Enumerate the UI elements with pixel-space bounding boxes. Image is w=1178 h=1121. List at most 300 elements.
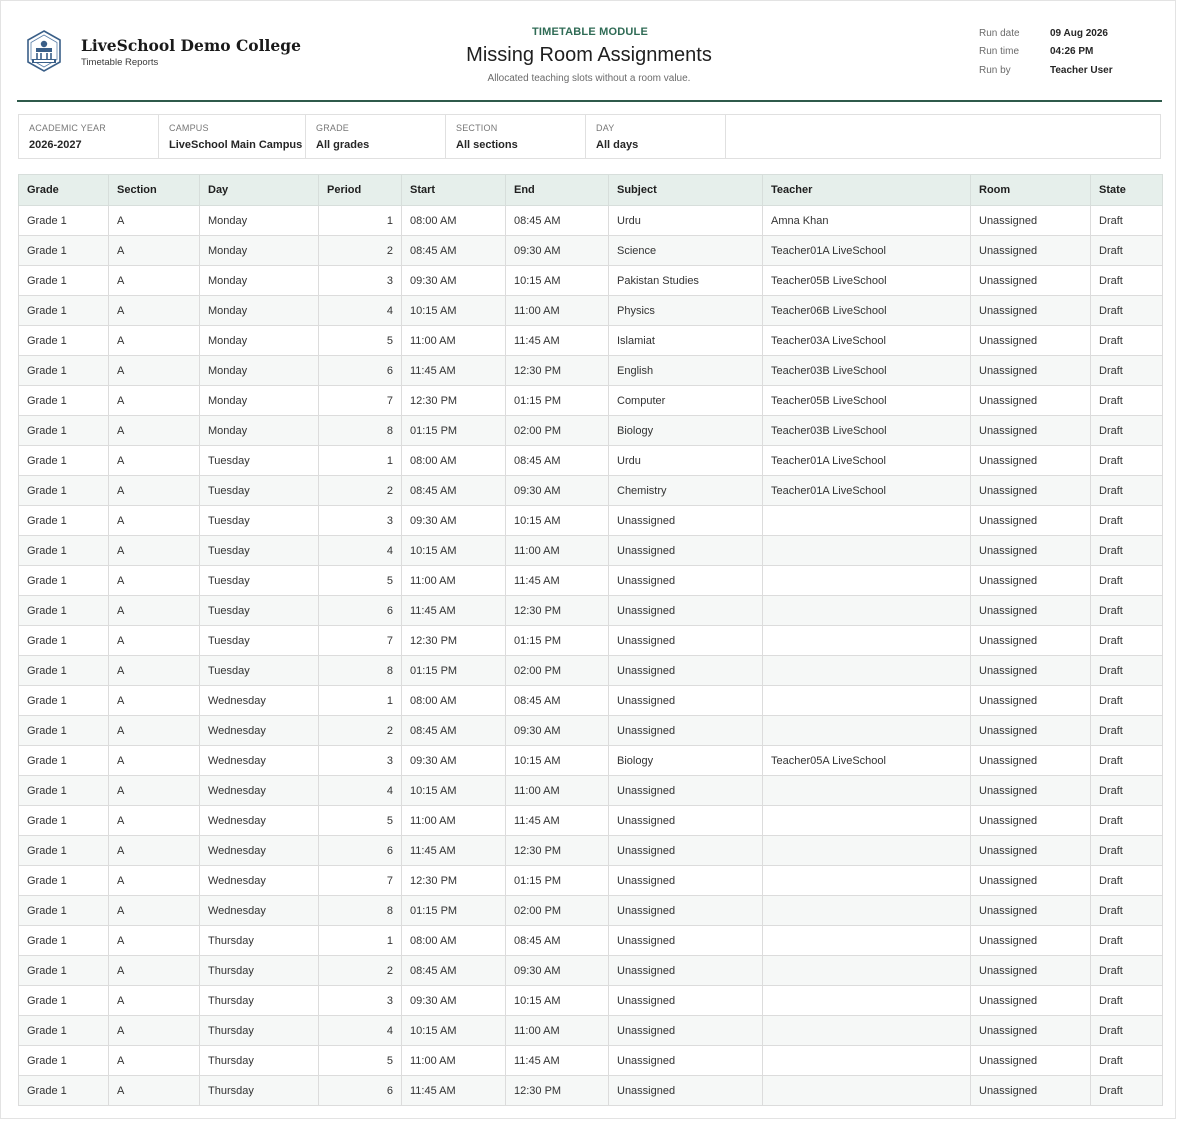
report-title: Missing Room Assignments [466,44,712,66]
end-cell: 02:00 PM [506,416,609,446]
table-row [19,986,1163,1016]
run-by-label: Run by [979,65,1011,76]
subject-cell: Islamiat [609,326,763,356]
start-cell: 10:15 AM [402,1016,506,1046]
teacher-cell [763,686,971,716]
start-cell: 11:45 AM [402,836,506,866]
start-cell: 10:15 AM [402,536,506,566]
end-cell: 08:45 AM [506,446,609,476]
grade-cell: Grade 1 [19,566,109,596]
section-cell: A [109,206,200,236]
period-cell: 5 [319,566,402,596]
subject-cell: Urdu [609,446,763,476]
table-row [19,386,1163,416]
state-cell: Draft [1091,326,1163,356]
grade-cell: Grade 1 [19,926,109,956]
room-cell: Unassigned [971,686,1091,716]
grade-cell: Grade 1 [19,746,109,776]
period-cell: 5 [319,806,402,836]
table-row [19,1016,1163,1046]
room-cell: Unassigned [971,506,1091,536]
table-body [19,206,1163,1106]
room-cell: Unassigned [971,776,1091,806]
table-row [19,296,1163,326]
teacher-cell [763,866,971,896]
grade-cell: Grade 1 [19,1016,109,1046]
end-cell: 11:45 AM [506,326,609,356]
period-cell: 3 [319,746,402,776]
teacher-cell: Teacher01A LiveSchool [763,476,971,506]
room-cell: Unassigned [971,806,1091,836]
state-cell: Draft [1091,806,1163,836]
section-cell: A [109,686,200,716]
table-row [19,746,1163,776]
day-cell: Tuesday [200,596,319,626]
room-cell: Unassigned [971,1016,1091,1046]
end-cell: 11:45 AM [506,1046,609,1076]
section-cell: A [109,836,200,866]
room-cell: Unassigned [971,836,1091,866]
day-cell: Thursday [200,926,319,956]
room-cell: Unassigned [971,866,1091,896]
teacher-cell [763,566,971,596]
grade-cell: Grade 1 [19,236,109,266]
subject-cell: Unassigned [609,626,763,656]
section-cell: A [109,326,200,356]
end-cell: 12:30 PM [506,836,609,866]
room-cell: Unassigned [971,266,1091,296]
room-cell: Unassigned [971,716,1091,746]
filter-value: 2026-2027 [29,139,82,151]
teacher-cell: Teacher03B LiveSchool [763,416,971,446]
teacher-cell [763,1016,971,1046]
state-cell: Draft [1091,956,1163,986]
start-cell: 11:00 AM [402,566,506,596]
section-cell: A [109,716,200,746]
subject-cell: Biology [609,746,763,776]
day-cell: Tuesday [200,656,319,686]
filter-summary [18,114,1161,159]
day-cell: Tuesday [200,476,319,506]
room-cell: Unassigned [971,896,1091,926]
start-cell: 10:15 AM [402,296,506,326]
period-cell: 7 [319,626,402,656]
subject-cell: Unassigned [609,596,763,626]
table-row [19,506,1163,536]
subject-cell: Unassigned [609,1046,763,1076]
end-cell: 11:00 AM [506,776,609,806]
table-row [19,716,1163,746]
room-cell: Unassigned [971,566,1091,596]
teacher-cell [763,836,971,866]
state-cell: Draft [1091,386,1163,416]
end-cell: 01:15 PM [506,626,609,656]
section-cell: A [109,296,200,326]
subject-cell: Science [609,236,763,266]
subject-cell: Physics [609,296,763,326]
room-cell: Unassigned [971,296,1091,326]
period-cell: 4 [319,296,402,326]
section-cell: A [109,386,200,416]
subject-cell: Pakistan Studies [609,266,763,296]
subject-cell: Chemistry [609,476,763,506]
state-cell: Draft [1091,1046,1163,1076]
end-cell: 12:30 PM [506,1076,609,1106]
teacher-cell: Teacher05B LiveSchool [763,386,971,416]
room-cell: Unassigned [971,986,1091,1016]
day-cell: Monday [200,236,319,266]
state-cell: Draft [1091,476,1163,506]
end-cell: 12:30 PM [506,596,609,626]
state-cell: Draft [1091,596,1163,626]
grade-cell: Grade 1 [19,1076,109,1106]
period-cell: 2 [319,956,402,986]
period-cell: 5 [319,326,402,356]
start-cell: 11:00 AM [402,1046,506,1076]
period-cell: 4 [319,1016,402,1046]
end-cell: 02:00 PM [506,656,609,686]
section-cell: A [109,746,200,776]
table-row [19,206,1163,236]
filter-value: All sections [456,139,518,151]
grade-cell: Grade 1 [19,356,109,386]
run-by-value: Teacher User [1050,65,1113,76]
grade-cell: Grade 1 [19,956,109,986]
state-cell: Draft [1091,416,1163,446]
report-header [17,1,1162,102]
end-cell: 11:00 AM [506,296,609,326]
state-cell: Draft [1091,236,1163,266]
table-row [19,416,1163,446]
section-cell: A [109,656,200,686]
grade-cell: Grade 1 [19,266,109,296]
section-cell: A [109,506,200,536]
teacher-cell [763,926,971,956]
end-cell: 10:15 AM [506,746,609,776]
table-row [19,476,1163,506]
room-cell: Unassigned [971,206,1091,236]
subject-cell: Unassigned [609,806,763,836]
state-cell: Draft [1091,836,1163,866]
start-cell: 12:30 PM [402,626,506,656]
start-cell: 08:00 AM [402,926,506,956]
grade-cell: Grade 1 [19,446,109,476]
teacher-cell [763,626,971,656]
column-header-grade: Grade [19,175,109,206]
run-date-label: Run date [979,28,1020,39]
column-header-state: State [1091,175,1163,206]
day-cell: Thursday [200,1076,319,1106]
state-cell: Draft [1091,746,1163,776]
filter-value: LiveSchool Main Campus [169,139,303,151]
start-cell: 08:00 AM [402,446,506,476]
room-cell: Unassigned [971,1076,1091,1106]
start-cell: 08:00 AM [402,686,506,716]
column-header-day: Day [200,175,319,206]
state-cell: Draft [1091,296,1163,326]
start-cell: 08:45 AM [402,476,506,506]
period-cell: 4 [319,536,402,566]
filter-label: ACADEMIC YEAR [29,123,106,133]
period-cell: 5 [319,1046,402,1076]
end-cell: 10:15 AM [506,266,609,296]
teacher-cell: Teacher06B LiveSchool [763,296,971,326]
day-cell: Wednesday [200,866,319,896]
day-cell: Monday [200,356,319,386]
state-cell: Draft [1091,986,1163,1016]
college-crest-icon [24,29,64,73]
day-cell: Thursday [200,956,319,986]
end-cell: 01:15 PM [506,866,609,896]
subject-cell: Unassigned [609,686,763,716]
day-cell: Tuesday [200,566,319,596]
table-header-row [19,175,1163,206]
day-cell: Monday [200,206,319,236]
section-cell: A [109,566,200,596]
filter-label: DAY [596,123,615,133]
grade-cell: Grade 1 [19,296,109,326]
subject-cell: Computer [609,386,763,416]
day-cell: Wednesday [200,836,319,866]
teacher-cell [763,1076,971,1106]
period-cell: 8 [319,896,402,926]
room-cell: Unassigned [971,356,1091,386]
section-cell: A [109,446,200,476]
grade-cell: Grade 1 [19,596,109,626]
room-cell: Unassigned [971,476,1091,506]
subject-cell: Unassigned [609,716,763,746]
period-cell: 6 [319,356,402,386]
end-cell: 10:15 AM [506,506,609,536]
period-cell: 1 [319,686,402,716]
column-header-end: End [506,175,609,206]
subject-cell: Unassigned [609,986,763,1016]
results-table-wrapper [18,174,1162,1106]
teacher-cell [763,956,971,986]
start-cell: 01:15 PM [402,656,506,686]
start-cell: 11:45 AM [402,596,506,626]
room-cell: Unassigned [971,956,1091,986]
day-cell: Monday [200,416,319,446]
start-cell: 08:45 AM [402,716,506,746]
room-cell: Unassigned [971,596,1091,626]
period-cell: 6 [319,596,402,626]
table-row [19,596,1163,626]
run-time-value: 04:26 PM [1050,46,1094,57]
end-cell: 08:45 AM [506,206,609,236]
period-cell: 8 [319,416,402,446]
section-cell: A [109,926,200,956]
table-row [19,656,1163,686]
table-row [19,836,1163,866]
room-cell: Unassigned [971,656,1091,686]
grade-cell: Grade 1 [19,416,109,446]
table-row [19,236,1163,266]
grade-cell: Grade 1 [19,836,109,866]
filter-label: SECTION [456,123,498,133]
period-cell: 7 [319,386,402,416]
table-row [19,626,1163,656]
table-row [19,326,1163,356]
teacher-cell [763,596,971,626]
period-cell: 2 [319,476,402,506]
section-cell: A [109,1016,200,1046]
table-row [19,896,1163,926]
teacher-cell [763,716,971,746]
filter-value: All grades [316,139,370,151]
state-cell: Draft [1091,926,1163,956]
room-cell: Unassigned [971,536,1091,566]
section-cell: A [109,1076,200,1106]
start-cell: 10:15 AM [402,776,506,806]
state-cell: Draft [1091,866,1163,896]
grade-cell: Grade 1 [19,986,109,1016]
section-cell: A [109,806,200,836]
state-cell: Draft [1091,686,1163,716]
subject-cell: Unassigned [609,566,763,596]
start-cell: 01:15 PM [402,896,506,926]
table-row [19,806,1163,836]
module-label: TIMETABLE MODULE [531,26,649,38]
section-cell: A [109,356,200,386]
room-cell: Unassigned [971,236,1091,266]
state-cell: Draft [1091,266,1163,296]
grade-cell: Grade 1 [19,776,109,806]
column-header-start: Start [402,175,506,206]
filter-label: GRADE [316,123,350,133]
section-cell: A [109,956,200,986]
end-cell: 08:45 AM [506,686,609,716]
section-cell: A [109,896,200,926]
day-cell: Tuesday [200,536,319,566]
section-cell: A [109,236,200,266]
subject-cell: Unassigned [609,536,763,566]
room-cell: Unassigned [971,446,1091,476]
section-cell: A [109,776,200,806]
filter-campus [159,115,306,158]
filter-grade [306,115,446,158]
grade-cell: Grade 1 [19,716,109,746]
period-cell: 1 [319,206,402,236]
room-cell: Unassigned [971,386,1091,416]
subject-cell: Unassigned [609,656,763,686]
room-cell: Unassigned [971,1046,1091,1076]
period-cell: 3 [319,986,402,1016]
end-cell: 08:45 AM [506,926,609,956]
subject-cell: Unassigned [609,866,763,896]
section-cell: A [109,536,200,566]
start-cell: 08:00 AM [402,206,506,236]
end-cell: 11:00 AM [506,536,609,566]
column-header-period: Period [319,175,402,206]
period-cell: 1 [319,446,402,476]
table-row [19,356,1163,386]
state-cell: Draft [1091,656,1163,686]
period-cell: 4 [319,776,402,806]
day-cell: Tuesday [200,506,319,536]
state-cell: Draft [1091,506,1163,536]
room-cell: Unassigned [971,326,1091,356]
period-cell: 8 [319,656,402,686]
day-cell: Tuesday [200,626,319,656]
day-cell: Monday [200,386,319,416]
end-cell: 09:30 AM [506,476,609,506]
state-cell: Draft [1091,776,1163,806]
run-date-value: 09 Aug 2026 [1050,28,1108,39]
filter-label: CAMPUS [169,123,209,133]
subject-cell: Unassigned [609,896,763,926]
start-cell: 09:30 AM [402,266,506,296]
results-table [18,174,1163,1106]
state-cell: Draft [1091,566,1163,596]
table-row [19,686,1163,716]
teacher-cell: Teacher03A LiveSchool [763,326,971,356]
day-cell: Monday [200,296,319,326]
period-cell: 3 [319,266,402,296]
section-cell: A [109,266,200,296]
day-cell: Thursday [200,1046,319,1076]
section-cell: A [109,416,200,446]
start-cell: 11:45 AM [402,356,506,386]
end-cell: 09:30 AM [506,956,609,986]
subject-cell: Biology [609,416,763,446]
room-cell: Unassigned [971,746,1091,776]
subject-cell: Unassigned [609,956,763,986]
start-cell: 09:30 AM [402,746,506,776]
start-cell: 09:30 AM [402,506,506,536]
start-cell: 11:00 AM [402,806,506,836]
run-time-label: Run time [979,46,1020,57]
subject-cell: Unassigned [609,1016,763,1046]
teacher-cell [763,986,971,1016]
column-header-room: Room [971,175,1091,206]
state-cell: Draft [1091,356,1163,386]
table-row [19,446,1163,476]
teacher-cell: Teacher01A LiveSchool [763,236,971,266]
period-cell: 2 [319,716,402,746]
subject-cell: English [609,356,763,386]
period-cell: 6 [319,836,402,866]
grade-cell: Grade 1 [19,896,109,926]
teacher-cell: Teacher01A LiveSchool [763,446,971,476]
period-cell: 1 [319,926,402,956]
grade-cell: Grade 1 [19,326,109,356]
end-cell: 11:45 AM [506,566,609,596]
room-cell: Unassigned [971,926,1091,956]
grade-cell: Grade 1 [19,476,109,506]
college-name: LiveSchool Demo College [81,36,301,55]
teacher-cell: Teacher03B LiveSchool [763,356,971,386]
end-cell: 11:00 AM [506,1016,609,1046]
day-cell: Wednesday [200,806,319,836]
end-cell: 09:30 AM [506,236,609,266]
state-cell: Draft [1091,446,1163,476]
teacher-cell [763,896,971,926]
column-header-teacher: Teacher [763,175,971,206]
filter-day [586,115,726,158]
end-cell: 09:30 AM [506,716,609,746]
report-description: Allocated teaching slots without a room value. [487,73,691,84]
end-cell: 12:30 PM [506,356,609,386]
subject-cell: Unassigned [609,776,763,806]
subject-cell: Unassigned [609,926,763,956]
filter-value: All days [596,139,639,151]
start-cell: 11:00 AM [402,326,506,356]
state-cell: Draft [1091,896,1163,926]
state-cell: Draft [1091,1076,1163,1106]
teacher-cell [763,536,971,566]
day-cell: Wednesday [200,686,319,716]
